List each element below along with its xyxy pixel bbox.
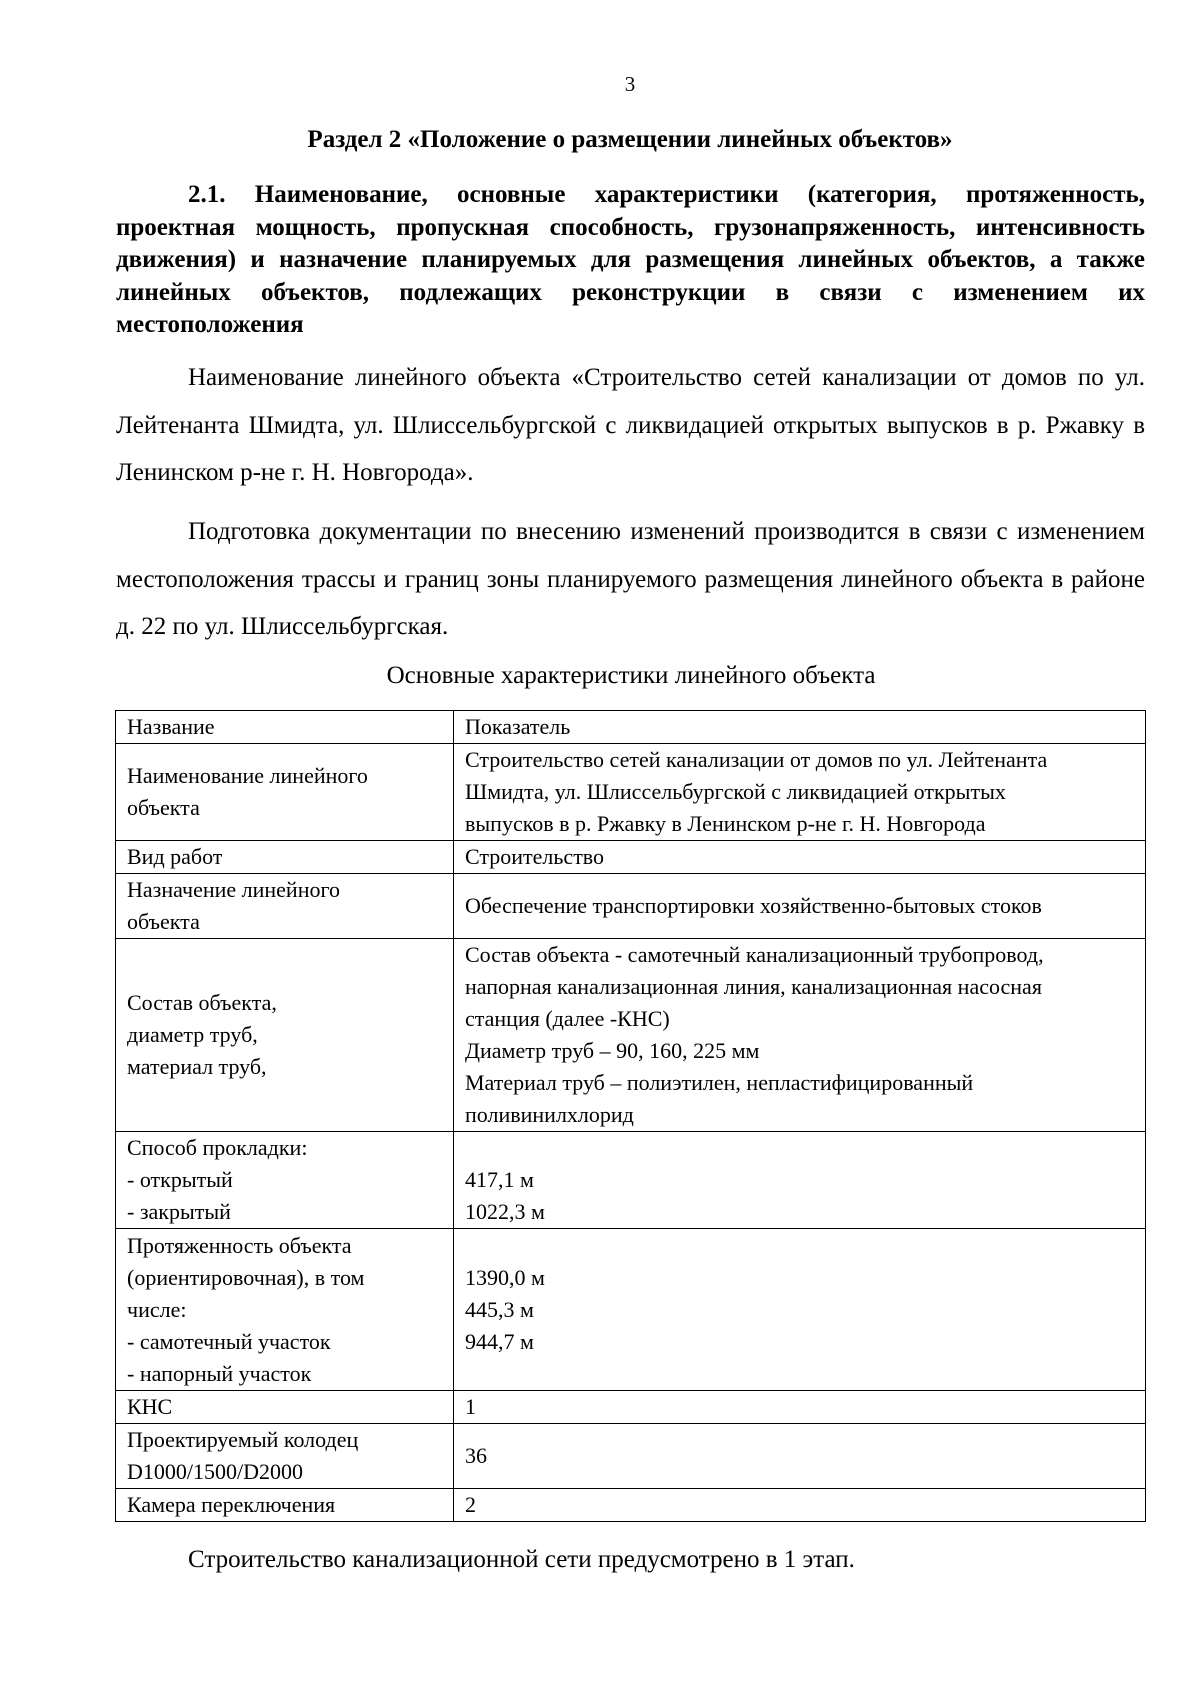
row-name-cell	[116, 744, 454, 841]
cell-line: Камера переключения	[127, 1492, 336, 1517]
cell-line: объекта	[127, 909, 200, 934]
cell-line: Наименование линейного	[127, 763, 368, 788]
cell-line: КНС	[127, 1394, 173, 1419]
row-name-cell	[116, 1391, 454, 1424]
cell-line: Назначение линейного	[127, 877, 340, 902]
row-value-cell	[454, 1391, 1146, 1424]
header-cell-name: Название	[116, 711, 454, 744]
paragraph-construction-stage: Строительство канализационной сети предусмотрено в 1 этап.	[188, 1546, 855, 1573]
cell-line: объекта	[127, 795, 200, 820]
characteristics-table	[115, 710, 1146, 1522]
row-value-cell	[454, 841, 1146, 874]
header-cell-value: Показатель	[454, 711, 1146, 744]
cell-line: Строительство сетей канализации от домов по ул. Лейтенанта	[465, 747, 1048, 772]
table-row	[116, 874, 1146, 939]
cell-line: станция (далее -КНС)	[465, 1006, 670, 1031]
cell-line: 445,3 м	[465, 1296, 534, 1322]
cell-line: 944,7 м	[465, 1328, 534, 1354]
table-caption: Основные характеристики линейного объекта	[386, 662, 876, 689]
paragraph-object-name: Наименование линейного объекта «Строительство сетей канализации от домов по ул. Лейтенанта Шмидта, ул. Шлиссельбургской с ликвидацией открытых выпусков в р. Ржавку в Ленинском р-не г. Н. Новгорода».	[116, 364, 1145, 486]
table-row	[116, 1391, 1146, 1424]
cell-line: Проектируемый колодец	[127, 1427, 359, 1452]
row-name-cell	[116, 1229, 454, 1391]
cell-line: Шмидта, ул. Шлиссельбургской с ликвидацией открытых	[465, 779, 1006, 804]
row-value-cell	[454, 1489, 1146, 1522]
section-title: Раздел 2 «Положение о размещении линейных объектов»	[307, 126, 953, 153]
cell-line: - открытый	[127, 1167, 233, 1192]
row-value-cell	[454, 744, 1146, 841]
cell-line: Диаметр труб – 90, 160, 225 мм	[465, 1038, 760, 1063]
row-value-cell	[454, 874, 1146, 939]
row-name-cell	[116, 1424, 454, 1489]
cell-line: поливинилхлорид	[465, 1102, 634, 1127]
cell-line: материал труб,	[127, 1054, 267, 1079]
cell-line: Состав объекта - самотечный канализационный трубопровод,	[465, 942, 1044, 967]
cell-line: - закрытый	[127, 1199, 231, 1224]
table-header-row	[116, 711, 1146, 744]
row-name-cell	[116, 1132, 454, 1229]
row-name-cell	[116, 874, 454, 939]
row-name-cell	[116, 841, 454, 874]
cell-line: Обеспечение транспортировки хозяйственно-бытовых стоков	[465, 893, 1042, 918]
cell-line: напорная канализационная линия, канализационная насосная	[465, 974, 1042, 999]
row-value-cell	[454, 939, 1146, 1132]
table-row	[116, 841, 1146, 874]
cell-line: 36	[465, 1443, 487, 1468]
table-row	[116, 1424, 1146, 1489]
cell-line: числе:	[127, 1296, 187, 1322]
cell-line: Способ прокладки:	[127, 1135, 308, 1160]
table-row	[116, 1229, 1146, 1391]
row-value-cell	[454, 1424, 1146, 1489]
cell-line: Материал труб – полиэтилен, непластифицированный	[465, 1070, 974, 1095]
cell-line: диаметр труб,	[127, 1022, 258, 1047]
table-row	[116, 1132, 1146, 1229]
cell-line: 2	[465, 1492, 476, 1517]
cell-line: Состав объекта,	[127, 990, 277, 1015]
cell-line: 1022,3 м	[465, 1199, 545, 1224]
cell-line: 1	[465, 1394, 476, 1419]
cell-line: Вид работ	[127, 844, 223, 869]
row-value-cell	[454, 1132, 1146, 1229]
paragraph-changes-reason: Подготовка документации по внесению изменений производится в связи с изменением местоположения трассы и границ зоны планируемого размещения линейного объекта в районе д. 22 по ул. Шлиссельбургская.	[116, 518, 1145, 640]
row-name-cell	[116, 1489, 454, 1522]
page-number: 3	[624, 72, 636, 96]
table-row	[116, 939, 1146, 1132]
cell-line: - напорный участок	[127, 1360, 312, 1386]
cell-line: Протяженность объекта	[127, 1232, 352, 1258]
cell-line: Строительство	[465, 844, 605, 869]
table-row	[116, 1489, 1146, 1522]
cell-line: (ориентировочная), в том	[127, 1264, 365, 1290]
row-value-cell	[454, 1229, 1146, 1391]
cell-line: выпусков в р. Ржавку в Ленинском р-не г. Н. Новгорода	[465, 811, 986, 836]
cell-line: 417,1 м	[465, 1167, 534, 1192]
row-name-cell	[116, 939, 454, 1132]
cell-line: 1390,0 м	[465, 1264, 545, 1290]
table-row	[116, 744, 1146, 841]
subsection-heading: 2.1. Наименование, основные характеристики (категория, протяженность, проектная мощность, пропускная способность, грузонапряженность, интенсивность движения) и назначение планируемых для размещения линейных объектов, а также линейных объектов, подлежащих реконструкции в связи с изменением их местоположения	[116, 181, 1145, 338]
cell-line: D1000/1500/D2000	[127, 1459, 303, 1484]
cell-line: - самотечный участок	[127, 1328, 331, 1354]
